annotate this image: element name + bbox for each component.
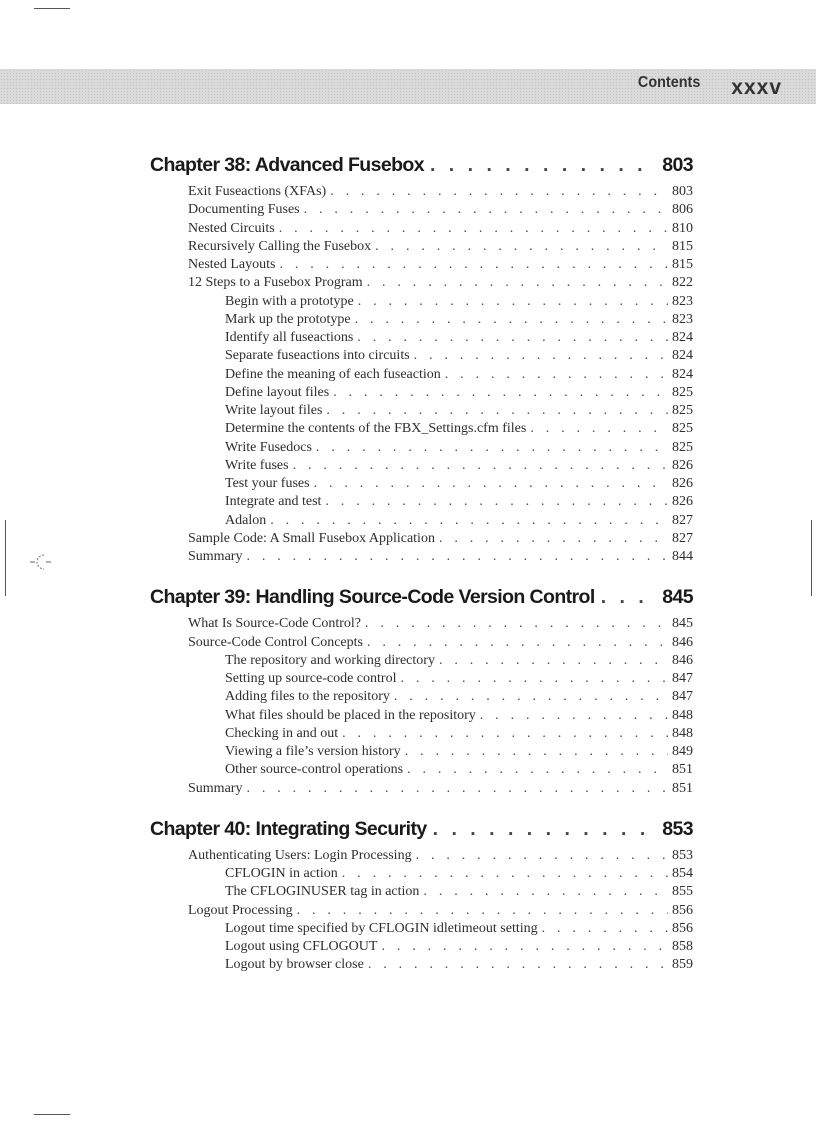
toc-subsection-entry[interactable] — [150, 956, 693, 974]
dot-leader — [439, 652, 668, 670]
entry-page-number: 847 — [672, 671, 693, 686]
toc-section-entry[interactable] — [150, 274, 693, 292]
entry-title: Nested Circuits — [188, 220, 275, 236]
dot-leader — [358, 293, 668, 311]
entry-page-number: 815 — [672, 257, 693, 272]
entry-page-number: 825 — [672, 403, 693, 418]
toc-subsection-entry[interactable] — [150, 670, 693, 688]
entry-title: Mark up the prototype — [225, 311, 351, 327]
entry-title: Test your fuses — [225, 476, 310, 491]
crop-mark-bottom-left — [34, 1114, 70, 1115]
dot-leader — [433, 814, 657, 844]
toc-subsection-entry[interactable] — [150, 439, 693, 457]
entry-title: CFLOGIN in action — [225, 866, 338, 881]
running-header-label: Contents — [637, 74, 700, 91]
toc-subsection-entry[interactable] — [150, 707, 693, 725]
registration-mark-icon — [27, 548, 53, 574]
toc-section-entry[interactable] — [150, 238, 693, 256]
entry-title: 12 Steps to a Fusebox Program — [188, 275, 363, 291]
entry-title: Other source-control operations — [225, 762, 404, 778]
entry-title: Write layout files — [225, 403, 323, 418]
entry-title: Adding files to the repository — [225, 689, 390, 705]
entry-title: Identify all fuseactions — [225, 330, 354, 345]
entry-page-number: 826 — [672, 457, 693, 473]
chapter-heading[interactable] — [150, 150, 693, 180]
entry-page-number: 846 — [672, 634, 693, 650]
dot-leader — [246, 780, 668, 798]
dot-leader — [381, 938, 668, 956]
entry-page-number: 824 — [672, 366, 693, 382]
dot-leader — [414, 347, 668, 365]
entry-title: Sample Code: A Small Fusebox Application — [188, 530, 435, 546]
entry-title: Write fuses — [225, 457, 289, 473]
entry-page-number: 825 — [672, 384, 693, 400]
dot-leader — [279, 256, 668, 274]
entry-title: Separate fuseactions into circuits — [225, 348, 410, 364]
chapter-heading[interactable] — [150, 582, 693, 612]
toc-subsection-entry[interactable] — [150, 311, 693, 329]
entry-page-number: 848 — [672, 725, 693, 741]
chapter-title: Chapter 40: Integrating Security — [150, 817, 427, 840]
dot-leader — [314, 475, 668, 493]
toc-subsection-entry[interactable] — [150, 512, 693, 530]
dot-leader — [270, 512, 668, 530]
entry-page-number: 846 — [672, 652, 693, 668]
dot-leader — [297, 902, 668, 920]
toc-section-entry[interactable] — [150, 183, 693, 201]
toc-section-entry[interactable] — [150, 615, 693, 633]
toc-subsection-entry[interactable] — [150, 761, 693, 779]
entry-title: Define layout files — [225, 384, 330, 400]
entry-title: What files should be placed in the repository — [225, 707, 476, 723]
entry-title: Viewing a file’s version history — [225, 744, 401, 759]
dot-leader — [316, 439, 668, 457]
entry-page-number: 845 — [672, 616, 693, 632]
dot-leader — [326, 402, 668, 420]
toc-subsection-entry[interactable] — [150, 457, 693, 475]
dot-leader — [480, 707, 668, 725]
dot-leader — [365, 615, 668, 633]
toc-subsection-entry[interactable] — [150, 725, 693, 743]
entry-title: Setting up source-code control — [225, 671, 397, 686]
crop-mark-top-left — [34, 8, 70, 9]
entry-title: Exit Fuseactions (XFAs) — [188, 184, 327, 199]
entry-page-number: 825 — [672, 439, 693, 455]
dot-leader — [542, 920, 668, 938]
entry-title: Logout Processing — [188, 902, 293, 918]
entry-page-number: 848 — [672, 707, 693, 723]
dot-leader — [367, 634, 668, 652]
entry-page-number: 825 — [672, 421, 693, 437]
entry-page-number: 822 — [672, 275, 693, 291]
entry-title: Logout by browser close — [225, 957, 364, 973]
toc-subsection-entry[interactable] — [150, 938, 693, 956]
dot-leader — [416, 847, 668, 865]
entry-page-number: 803 — [672, 184, 693, 199]
dot-leader — [445, 366, 668, 384]
toc-section-entry[interactable] — [150, 548, 693, 566]
toc-subsection-entry[interactable] — [150, 865, 693, 883]
dot-leader — [368, 956, 668, 974]
entry-title: Begin with a prototype — [225, 293, 354, 309]
chapter-page-number: 853 — [662, 817, 693, 840]
dot-leader — [394, 688, 668, 706]
toc-subsection-entry[interactable] — [150, 688, 693, 706]
entry-page-number: 851 — [672, 780, 693, 796]
dot-leader — [367, 274, 668, 292]
toc-subsection-entry[interactable] — [150, 883, 693, 901]
entry-title: Determine the contents of the FBX_Settings.cfm files — [225, 421, 527, 437]
chapter-page-number: 845 — [662, 586, 693, 609]
dot-leader — [279, 220, 668, 238]
dot-leader — [430, 150, 656, 180]
dot-leader — [330, 183, 668, 201]
crop-mark-right — [811, 520, 812, 596]
entry-page-number: 854 — [672, 866, 693, 881]
dot-leader — [439, 530, 668, 548]
entry-title: Checking in and out — [225, 725, 339, 741]
entry-page-number: 849 — [672, 744, 693, 759]
toc-subsection-entry[interactable] — [150, 402, 693, 420]
dot-leader — [293, 457, 668, 475]
entry-page-number: 844 — [672, 549, 693, 564]
toc-subsection-entry[interactable] — [150, 347, 693, 365]
entry-title: Logout using CFLOGOUT — [225, 939, 378, 954]
toc-section-entry[interactable] — [150, 902, 693, 920]
dot-leader — [375, 238, 668, 256]
dot-leader — [405, 743, 668, 761]
entry-title: Logout time specified by CFLOGIN idletimeout setting — [225, 920, 538, 936]
entry-page-number: 856 — [672, 920, 693, 936]
dot-leader — [357, 329, 668, 347]
dot-leader — [355, 311, 668, 329]
entry-page-number: 856 — [672, 902, 693, 918]
entry-page-number: 851 — [672, 762, 693, 778]
entry-title: Nested Layouts — [188, 257, 276, 272]
entry-page-number: 826 — [672, 494, 693, 510]
dot-leader — [400, 670, 668, 688]
entry-page-number: 810 — [672, 220, 693, 236]
toc-subsection-entry[interactable] — [150, 420, 693, 438]
entry-title: Source-Code Control Concepts — [188, 634, 363, 650]
crop-mark-left — [5, 520, 6, 596]
dot-leader — [407, 761, 668, 779]
entry-title: Authenticating Users: Login Processing — [188, 847, 412, 863]
dot-leader — [342, 865, 668, 883]
entry-page-number: 823 — [672, 311, 693, 327]
entry-page-number: 824 — [672, 330, 693, 345]
toc-subsection-entry[interactable] — [150, 384, 693, 402]
toc-subsection-entry[interactable] — [150, 652, 693, 670]
entry-title: What Is Source-Code Control? — [188, 616, 362, 632]
entry-page-number: 859 — [672, 957, 693, 973]
toc-subsection-entry[interactable] — [150, 493, 693, 511]
toc-subsection-entry[interactable] — [150, 743, 693, 761]
entry-title: Write Fusedocs — [225, 439, 312, 455]
entry-title: The repository and working directory — [225, 652, 435, 668]
dot-leader — [342, 725, 668, 743]
entry-page-number: 827 — [672, 512, 693, 528]
dot-leader — [530, 420, 668, 438]
entry-page-number: 858 — [672, 939, 693, 954]
entry-page-number: 826 — [672, 476, 693, 491]
chapter-title: Chapter 38: Advanced Fusebox — [150, 154, 424, 176]
entry-title: Summary — [188, 780, 243, 796]
entry-title: Recursively Calling the Fusebox — [188, 238, 372, 254]
dot-leader — [423, 883, 668, 901]
chapter-page-number: 803 — [662, 154, 693, 176]
entry-page-number: 823 — [672, 293, 693, 309]
entry-title: Documenting Fuses — [188, 202, 300, 218]
chapter-title: Chapter 39: Handling Source-Code Version Control — [150, 586, 595, 609]
dot-leader — [325, 493, 668, 511]
entry-page-number: 847 — [672, 689, 693, 705]
toc-subsection-entry[interactable] — [150, 366, 693, 384]
toc-subsection-entry[interactable] — [150, 293, 693, 311]
entry-title: Summary — [188, 549, 243, 564]
toc-section-entry[interactable] — [150, 256, 693, 274]
toc-subsection-entry[interactable] — [150, 920, 693, 938]
entry-page-number: 806 — [672, 202, 693, 218]
dot-leader — [304, 201, 668, 219]
chapter-heading[interactable] — [150, 814, 693, 844]
toc-section-entry[interactable] — [150, 201, 693, 219]
entry-page-number: 855 — [672, 884, 693, 900]
table-of-contents — [150, 150, 693, 975]
entry-page-number: 827 — [672, 530, 693, 546]
toc-section-entry[interactable] — [150, 780, 693, 798]
toc-section-entry[interactable] — [150, 847, 693, 865]
entry-title: Define the meaning of each fuseaction — [225, 366, 441, 382]
dot-leader — [333, 384, 668, 402]
toc-subsection-entry[interactable] — [150, 475, 693, 493]
toc-section-entry[interactable] — [150, 220, 693, 238]
entry-title: Adalon — [225, 512, 267, 528]
toc-subsection-entry[interactable] — [150, 329, 693, 347]
dot-leader — [246, 548, 668, 566]
entry-page-number: 824 — [672, 348, 693, 364]
entry-title: The CFLOGINUSER tag in action — [225, 884, 420, 900]
entry-page-number: 815 — [672, 238, 693, 254]
toc-section-entry[interactable] — [150, 634, 693, 652]
entry-page-number: 853 — [672, 847, 693, 863]
dot-leader — [601, 582, 657, 612]
page-number: xxxv — [731, 76, 782, 99]
toc-section-entry[interactable] — [150, 530, 693, 548]
entry-title: Integrate and test — [225, 494, 322, 510]
